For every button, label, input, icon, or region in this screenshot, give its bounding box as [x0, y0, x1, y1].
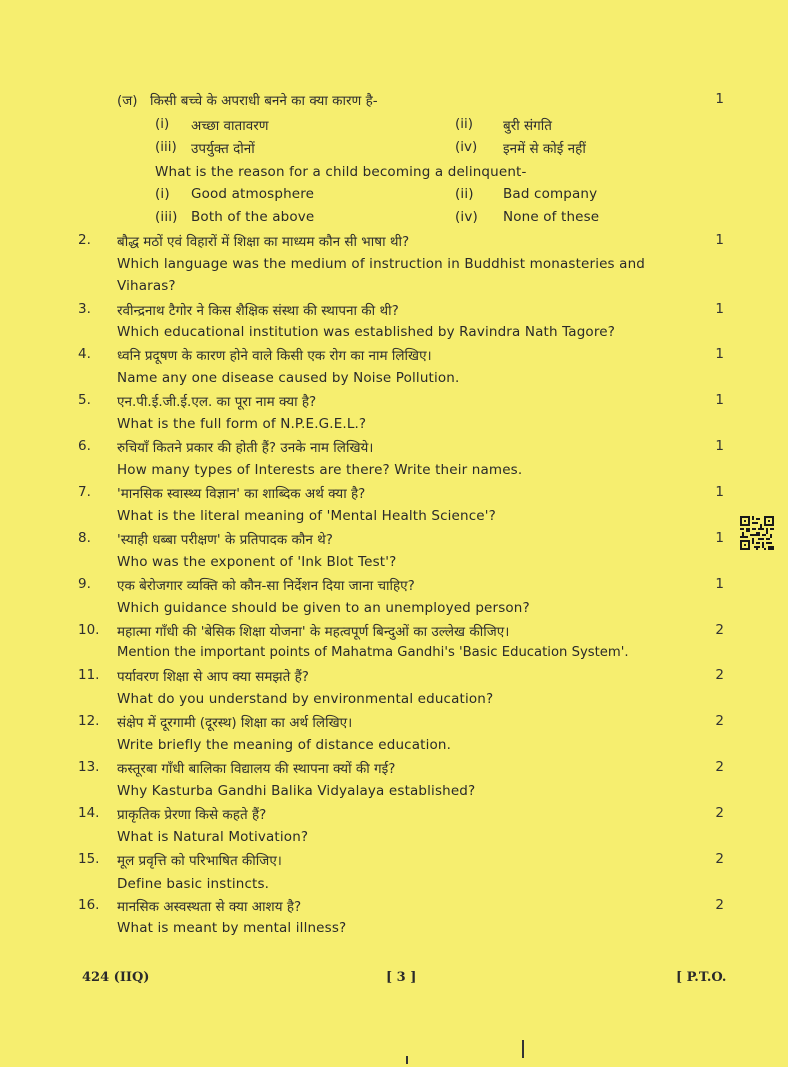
question-marks: 1: [715, 576, 724, 592]
option-i-hindi: (i) अच्छा वातावरण: [155, 116, 269, 134]
question-text-english: How many types of Interests are there? Write their names.: [117, 462, 523, 478]
question-1j-hindi: [0, 91, 788, 113]
question-text-hindi: किसी बच्चे के अपराधी बनने का क्या कारण है-: [150, 93, 378, 109]
question-number: 11.: [78, 667, 100, 683]
question-text-hindi: एन.पी.ई.जी.ई.एल. का पूरा नाम क्या है?: [117, 394, 317, 410]
question-number: 9.: [78, 576, 91, 592]
question-text-hindi: बौद्ध मठों एवं विहारों में शिक्षा का माध्यम कौन सी भाषा थी?: [117, 234, 410, 250]
question-text-hindi: रुचियाँ कितने प्रकार की होती हैं? उनके नाम लिखिये।: [117, 440, 374, 456]
option-iii-english: (iii) Both of the above: [155, 209, 315, 225]
pto-note: [ P.T.O.: [676, 970, 727, 985]
question-13-hindi: [0, 759, 788, 781]
question-16-english: [0, 920, 788, 942]
question-text-english: Who was the exponent of 'Ink Blot Test'?: [117, 554, 397, 570]
scan-mark: [406, 1056, 408, 1064]
question-11-english: [0, 691, 788, 713]
option-iv-hindi: (iv) इनमें से कोई नहीं: [455, 139, 586, 157]
question-text-hindi: मानसिक अस्वस्थता से क्या आशय है?: [117, 899, 302, 915]
question-number: 10.: [78, 622, 100, 638]
question-text-english: What is meant by mental illness?: [117, 920, 347, 936]
question-text-english: Name any one disease caused by Noise Pollution.: [117, 370, 460, 386]
question-12-hindi: [0, 713, 788, 735]
question-9-hindi: [0, 576, 788, 598]
question-marks: 1: [715, 232, 724, 248]
question-text-hindi: एक बेरोजगार व्यक्ति को कौन-सा निर्देशन दिया जाना चाहिए?: [117, 578, 415, 594]
question-number: 8.: [78, 530, 91, 546]
question-number: 13.: [78, 759, 100, 775]
option-row: [0, 209, 788, 231]
question-text-hindi: संक्षेप में दूरगामी (दूरस्थ) शिक्षा का अर्थ लिखिए।: [117, 715, 353, 731]
question-marks: 2: [715, 713, 724, 729]
question-number: 16.: [78, 897, 100, 913]
qr-code-icon: [740, 516, 774, 550]
question-text-hindi: 'स्याही धब्बा परीक्षण' के प्रतिपादक कौन थे?: [117, 532, 333, 548]
question-4-hindi: [0, 346, 788, 368]
question-12-english: [0, 737, 788, 759]
question-marks: 1: [715, 346, 724, 362]
question-number: 4.: [78, 346, 91, 362]
question-marks: 2: [715, 805, 724, 821]
question-6-hindi: [0, 438, 788, 460]
question-10-english: [0, 645, 788, 667]
question-text-hindi: रवीन्द्रनाथ टैगोर ने किस शैक्षिक संस्था की स्थापना की थी?: [117, 303, 399, 319]
question-text-english: Define basic instincts.: [117, 876, 270, 892]
question-text-english: Which educational institution was established by Ravindra Nath Tagore?: [117, 324, 616, 340]
question-text-hindi: महात्मा गाँधी की 'बेसिक शिक्षा योजना' के महत्वपूर्ण बिन्दुओं का उल्लेख कीजिए।: [117, 624, 510, 640]
question-8-hindi: [0, 530, 788, 552]
question-11-hindi: [0, 667, 788, 689]
question-text-english: Why Kasturba Gandhi Balika Vidyalaya established?: [117, 783, 476, 799]
question-text-hindi: प्राकृतिक प्रेरणा किसे कहते हैं?: [117, 807, 267, 823]
paper-code: 424 (IIQ): [82, 970, 150, 985]
question-16-hindi: [0, 897, 788, 919]
scan-mark: [522, 1040, 524, 1058]
question-text-hindi: पर्यावरण शिक्षा से आप क्या समझते हैं?: [117, 669, 309, 685]
question-number: 2.: [78, 232, 91, 248]
question-2-english: [0, 256, 788, 278]
question-number: 3.: [78, 301, 91, 317]
question-3-hindi: [0, 301, 788, 323]
question-number: 15.: [78, 851, 100, 867]
question-number: 14.: [78, 805, 100, 821]
question-14-english: [0, 829, 788, 851]
option-ii-english: (ii) Bad company: [455, 186, 598, 202]
question-text-hindi: 'मानसिक स्वास्थ्य विज्ञान' का शाब्दिक अर्थ क्या है?: [117, 486, 366, 502]
question-8-english: [0, 554, 788, 576]
question-2-english-cont: [0, 278, 788, 300]
question-marks: 2: [715, 759, 724, 775]
question-marks: 1: [715, 301, 724, 317]
question-marks: 2: [715, 897, 724, 913]
option-ii-hindi: (ii) बुरी संगति: [455, 116, 552, 134]
option-row: [0, 186, 788, 208]
question-3-english: [0, 324, 788, 346]
question-marks: 1: [715, 91, 724, 107]
question-marks: 1: [715, 392, 724, 408]
question-marks: 1: [715, 530, 724, 546]
question-text-english: What is the literal meaning of 'Mental Health Science'?: [117, 508, 496, 524]
question-14-hindi: [0, 805, 788, 827]
option-i-english: (i) Good atmosphere: [155, 186, 315, 202]
question-text-english: Write briefly the meaning of distance education.: [117, 737, 452, 753]
question-text-english: What is Natural Motivation?: [117, 829, 309, 845]
option-iii-hindi: (iii) उपर्युक्त दोनों: [155, 139, 255, 157]
option-iv-english: (iv) None of these: [455, 209, 600, 225]
question-marks: 2: [715, 622, 724, 638]
question-text-english: Which language was the medium of instruction in Buddhist monasteries and: [117, 256, 646, 272]
question-label: (ज): [117, 93, 138, 109]
question-9-english: [0, 600, 788, 622]
question-text-english: Viharas?: [117, 278, 176, 294]
question-number: 12.: [78, 713, 100, 729]
option-row: [0, 139, 788, 161]
question-5-english: [0, 416, 788, 438]
question-marks: 1: [715, 484, 724, 500]
question-4-english: [0, 370, 788, 392]
question-text-english: What is the reason for a child becoming a delinquent-: [155, 164, 527, 180]
question-7-english: [0, 508, 788, 530]
question-text-english: Which guidance should be given to an unemployed person?: [117, 600, 530, 616]
question-7-hindi: [0, 484, 788, 506]
question-13-english: [0, 783, 788, 805]
question-text-english: What is the full form of N.P.E.G.E.L.?: [117, 416, 367, 432]
question-text-hindi: मूल प्रवृत्ति को परिभाषित कीजिए।: [117, 853, 282, 869]
question-15-hindi: [0, 851, 788, 873]
question-number: 6.: [78, 438, 91, 454]
question-marks: 2: [715, 667, 724, 683]
question-6-english: [0, 462, 788, 484]
question-number: 7.: [78, 484, 91, 500]
page-number: [ 3 ]: [386, 970, 417, 985]
question-text-hindi: ध्वनि प्रदूषण के कारण होने वाले किसी एक रोग का नाम लिखिए।: [117, 348, 432, 364]
question-5-hindi: [0, 392, 788, 414]
question-15-english: [0, 876, 788, 898]
question-2-hindi: [0, 232, 788, 254]
question-marks: 1: [715, 438, 724, 454]
question-text-english: What do you understand by environmental education?: [117, 691, 494, 707]
question-text-english: Mention the important points of Mahatma Gandhi's 'Basic Education System'.: [117, 645, 629, 660]
question-text-hindi: कस्तूरबा गाँधी बालिका विद्यालय की स्थापना क्यों की गई?: [117, 761, 396, 777]
question-marks: 2: [715, 851, 724, 867]
question-10-hindi: [0, 622, 788, 644]
question-number: 5.: [78, 392, 91, 408]
question-1j-english: [0, 164, 788, 186]
option-row: [0, 116, 788, 138]
